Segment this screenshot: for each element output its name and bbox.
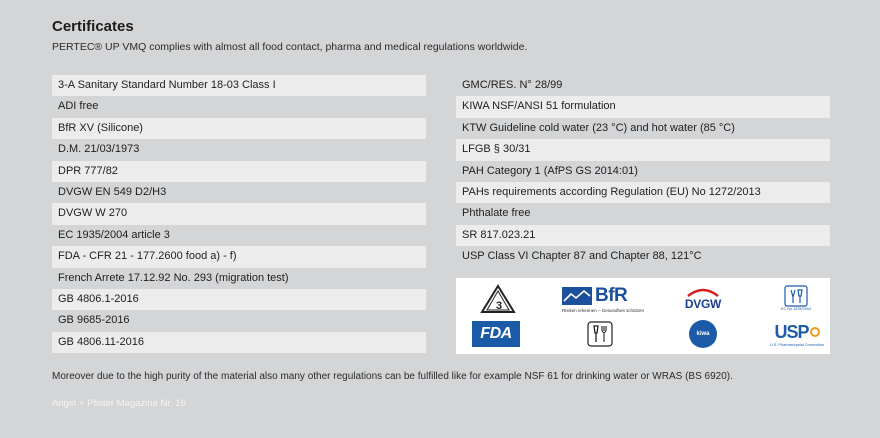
list-item: PAH Category 1 (AfPS GS 2014:01) xyxy=(456,161,830,182)
list-item: D.M. 21/03/1973 xyxy=(52,139,426,160)
dvgw-logo-text: DVGW xyxy=(684,297,722,311)
list-item: SR 817.023.21 xyxy=(456,225,830,246)
kiwa-logo-icon xyxy=(688,319,718,349)
list-item: BfR XV (Silicone) xyxy=(52,118,426,139)
list-item: USP Class VI Chapter 87 and Chapter 88, 121°C xyxy=(456,246,830,267)
list-item: FDA - CFR 21 - 177.2600 food a) - f) xyxy=(52,246,426,267)
bfr-tagline: Risiken erkennen – Gesundheit schützen xyxy=(562,308,645,313)
usp-logo-text: USP xyxy=(774,321,809,342)
usp-tagline: U.S. Pharmacopeial Convention xyxy=(769,342,825,347)
fda-logo-icon xyxy=(470,320,522,348)
list-item: DPR 777/82 xyxy=(52,161,426,182)
ec-caption: EC No 1935/2004 xyxy=(780,307,812,311)
ec-food-contact-logo-icon xyxy=(778,282,814,314)
page-title: Certificates xyxy=(52,18,134,35)
kiwa-logo-text: kiwa xyxy=(696,331,710,337)
list-item: GB 9685-2016 xyxy=(52,310,426,331)
certification-logos xyxy=(456,278,830,354)
list-item: EC 1935/2004 article 3 xyxy=(52,225,426,246)
page-footer: Angst + Pfister Magazine Nr. 16 xyxy=(52,398,186,409)
list-item: DVGW W 270 xyxy=(52,203,426,224)
certificates-list-right xyxy=(456,75,830,268)
three-a-logo-icon xyxy=(476,284,520,314)
list-item: French Arrete 17.12.92 No. 293 (migration test) xyxy=(52,268,426,289)
list-item: GB 4806.11-2016 xyxy=(52,332,426,353)
list-item: GB 4806.1-2016 xyxy=(52,289,426,310)
food-safe-glass-fork-icon xyxy=(585,320,615,348)
list-item: PAHs requirements according Regulation (EU) No 1272/2013 xyxy=(456,182,830,203)
bfr-logo-icon xyxy=(562,283,646,315)
list-item: LFGB § 30/31 xyxy=(456,139,830,160)
bfr-logo-text: BfR xyxy=(595,285,628,306)
footnote: Moreover due to the high purity of the material also many other regulations can be fulfilled like for example NSF 61 for drinking water or WRAS (BS 6920). xyxy=(52,371,733,382)
list-item: 3-A Sanitary Standard Number 18-03 Class I xyxy=(52,75,426,96)
three-a-logo-text: 3 xyxy=(495,300,503,312)
dvgw-logo-icon xyxy=(678,284,728,314)
usp-logo-icon xyxy=(770,320,824,348)
fda-logo-text: FDA xyxy=(480,325,512,342)
list-item: KIWA NSF/ANSI 51 formulation xyxy=(456,96,830,117)
list-item: KTW Guideline cold water (23 °C) and hot water (85 °C) xyxy=(456,118,830,139)
list-item: ADI free xyxy=(52,96,426,117)
list-item: GMC/RES. N° 28/99 xyxy=(456,75,830,96)
list-item: DVGW EN 549 D2/H3 xyxy=(52,182,426,203)
certificates-list-left xyxy=(52,75,426,353)
list-item: Phthalate free xyxy=(456,203,830,224)
page-subtitle: PERTEC® UP VMQ complies with almost all food contact, pharma and medical regulations worldwide. xyxy=(52,41,528,53)
